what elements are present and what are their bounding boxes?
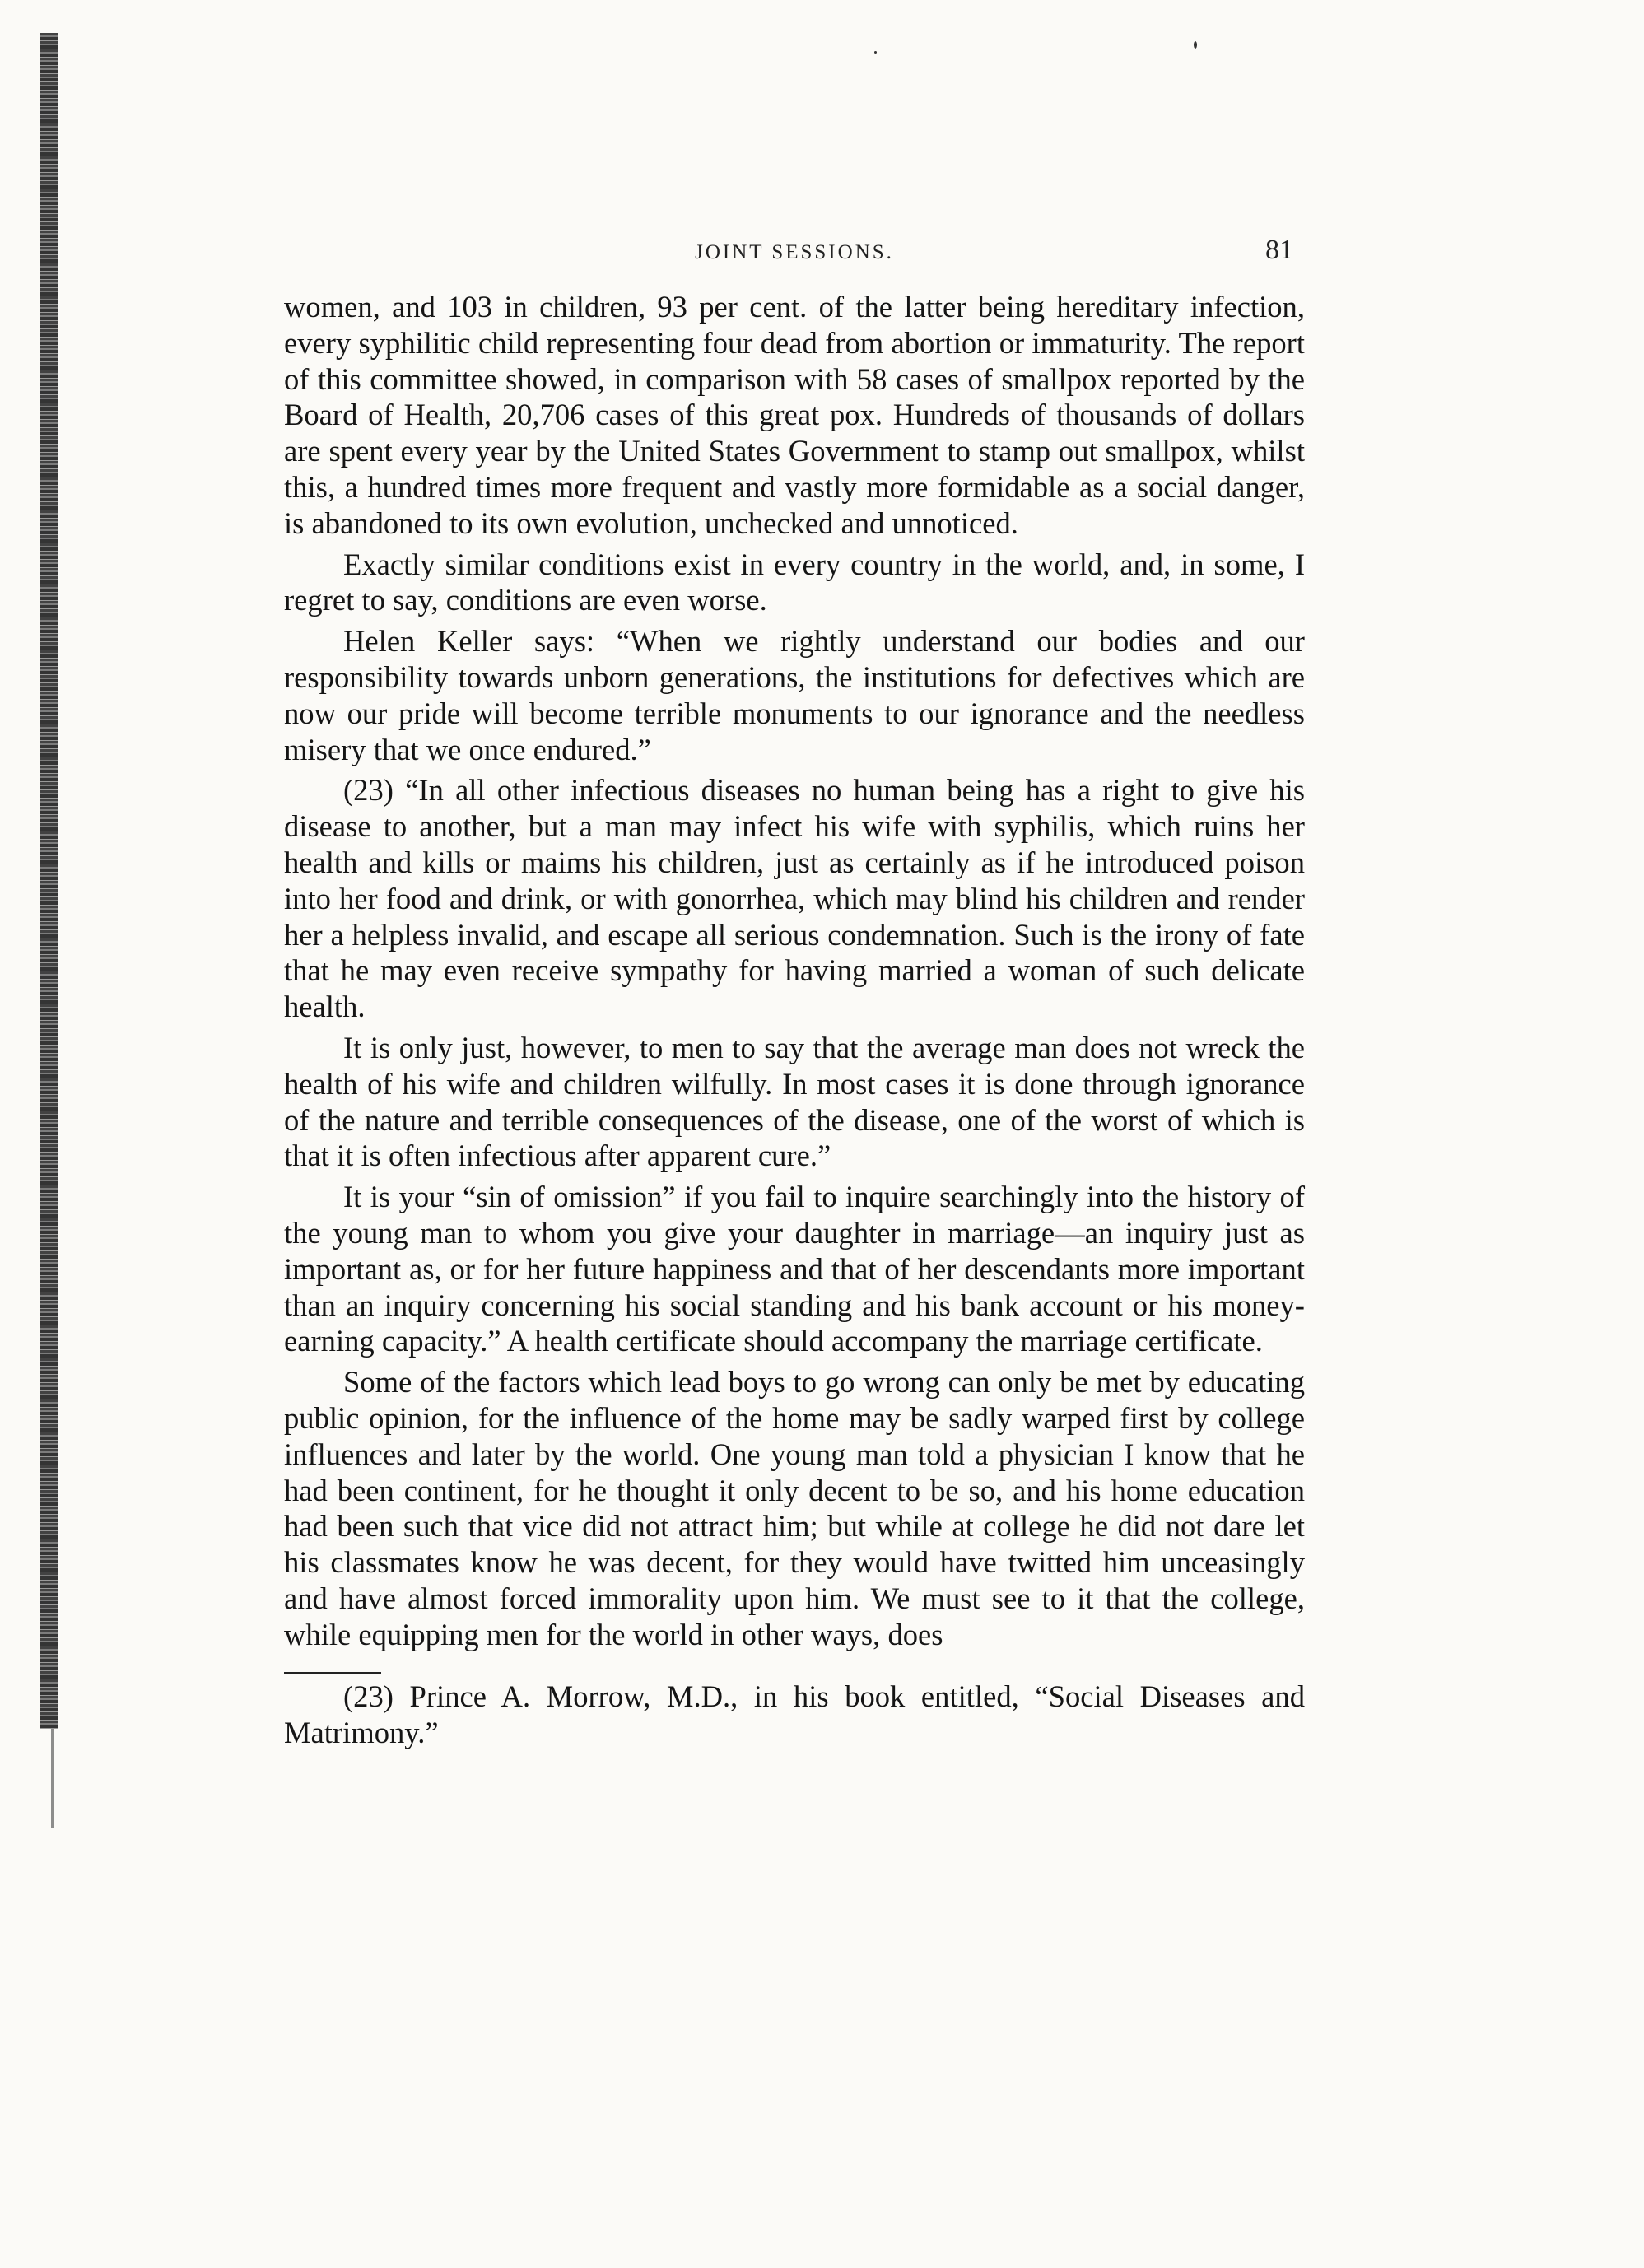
body-text (284, 289, 1305, 1652)
scan-speck (1194, 41, 1197, 49)
running-head: JOINT SESSIONS. (695, 241, 894, 263)
paragraph: Some of the factors which lead boys to go wrong can only be met by educating public opinion, for the influence of the home may be sadly warped first by college influences and later by the world. One young man told a physician I know that he had been continent, for he thought it only decent to be so, and his home education had been such that vice did not attract him; but while at college he did not dare let his classmates know he was decent, for they would have twitted him unceasingly and have almost forced immorality upon him. We must see to it that the college, while equipping men for the world in other ways, does (284, 1365, 1305, 1651)
paragraph: It is your “sin of omission” if you fail to inquire searchingly into the history of the young man to whom you give your daughter in marriage—an inquiry just as important as, or for her future happiness and that of her descendants more important than an inquiry concerning his social standing and his bank account or his money-earning capacity.” A health certificate should accompany the marriage certificate. (284, 1180, 1305, 1358)
paragraph: Exactly similar conditions exist in every country in the world, and, in some, I regret to say, conditions are even worse. (284, 547, 1305, 617)
page-number: 81 (1265, 235, 1293, 265)
book-page (284, 235, 1305, 1751)
paragraph: It is only just, however, to men to say that the average man does not wreck the health of his wife and children wilfully. In most cases it is done through ignorance of the nature and terrible consequences of the disease, one of the worst of which is that it is often infectious after apparent cure.” (284, 1030, 1305, 1173)
paragraph-continued: women, and 103 in children, 93 per cent. of the latter being hereditary infection, every syphilitic child representing four dead from abortion or immaturity. The report of this committee showed, in comparison with 58 cases of smallpox reported by the Board of Health, 20,706 cases of this great pox. Hundreds of thousands of dollars are spent every year by the United States Government to stamp out smallpox, whilst this, a hundred times more frequent and vastly more formidable as a social danger, is abandoned to its own evolution, unchecked and unnoticed. (284, 290, 1305, 540)
binding-edge-tail (51, 1729, 54, 1828)
footnote: (23) Prince A. Morrow, M.D., in his book entitled, “Social Diseases and Matrimony.” (284, 1679, 1305, 1750)
footnote-rule (284, 1672, 381, 1674)
binding-edge (40, 33, 58, 1729)
paragraph: Helen Keller says: “When we rightly understand our bodies and our responsibility towards unborn generations, the institutions for defectives which are now our pride will become terrible monuments to our ignorance and the needless misery that we once endured.” (284, 624, 1305, 766)
scan-speck (874, 51, 877, 54)
paragraph-footnoted: (23) “In all other infectious diseases no human being has a right to give his disease to another, but a man may infect his wife with syphilis, which ruins her health and kills or maims his children, just as certainly as if he introduced poison into her food and drink, or with gonorrhea, which may blind his children and render her a helpless invalid, and escape all serious condemnation. Such is the irony of fate that he may even receive sympathy for having married a woman of such delicate health. (284, 773, 1305, 1024)
page-header (284, 235, 1305, 268)
